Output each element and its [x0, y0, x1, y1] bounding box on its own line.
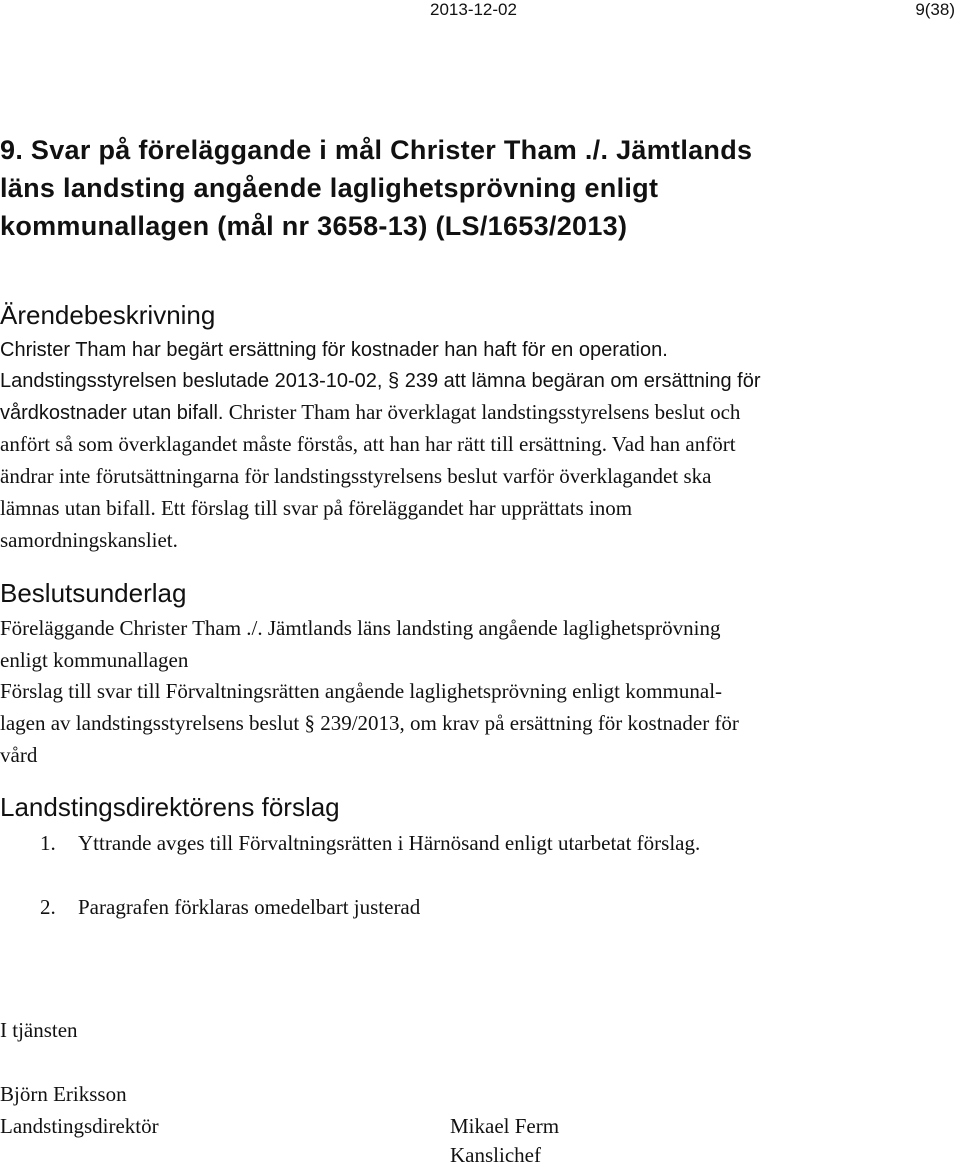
beslutsunderlag-line-4: lagen av landstingsstyrelsens beslut § 239/2013, om krav på ersättning för kostnader för [0, 711, 739, 735]
forslag-item-1-number: 1. [40, 831, 56, 855]
page-title-line-1: 9. Svar på föreläggande i mål Christer Tham ./. Jämtlands [0, 135, 753, 165]
signature-left-title: Landstingsdirektör [0, 1114, 159, 1138]
arende-line-2: Landstingsstyrelsen beslutade 2013-10-02, § 239 att lämna begäran om ersättning för [0, 370, 761, 392]
section-heading-arendebeskrivning: Ärendebeskrivning [0, 300, 216, 330]
arende-line-1: Christer Tham har begärt ersättning för kostnader han haft för en operation. [0, 339, 668, 361]
arende-line-3-part-b: Christer Tham har överklagat landstingsstyrelsens beslut och [223, 400, 741, 424]
forslag-item-2-number: 2. [40, 895, 56, 919]
arende-line-3 [0, 396, 740, 429]
header-date: 2013-12-02 [430, 0, 517, 19]
forslag-item-2-text: Paragrafen förklaras omedelbart justerad [78, 895, 421, 919]
signature-left-name: Björn Eriksson [0, 1082, 127, 1106]
arende-line-4: anfört så som överklagandet måste förstås, att han har rätt till ersättning. Vad han anfört [0, 432, 736, 456]
beslutsunderlag-line-3: Förslag till svar till Förvaltningsrätten angående laglighetsprövning enligt kommunal- [0, 679, 723, 703]
beslutsunderlag-line-1: Föreläggande Christer Tham ./. Jämtlands läns landsting angående laglighetsprövning [0, 616, 721, 640]
arende-line-6: lämnas utan bifall. Ett förslag till svar på föreläggandet har upprättats inom [0, 496, 633, 520]
header-page-number: 9(38) [915, 0, 955, 19]
arende-line-5: ändrar inte förutsättningarna för landstingsstyrelsens beslut varför överklagandet ska [0, 464, 712, 488]
arende-line-7: samordningskansliet. [0, 528, 178, 552]
signature-closing: I tjänsten [0, 1018, 78, 1042]
signature-right-name: Mikael Ferm [450, 1114, 560, 1138]
page-title-line-3: kommunallagen (mål nr 3658-13) (LS/1653/2013) [0, 211, 628, 241]
beslutsunderlag-line-2: enligt kommunallagen [0, 648, 189, 672]
page-title-line-2: läns landsting angående laglighetsprövning enligt [0, 173, 659, 203]
arende-line-3-part-a: vårdkostnader utan bifall. [0, 402, 224, 424]
forslag-item-1-text: Yttrande avges till Förvaltningsrätten i Härnösand enligt utarbetat förslag. [78, 831, 701, 855]
beslutsunderlag-line-5: vård [0, 743, 38, 767]
section-heading-beslutsunderlag: Beslutsunderlag [0, 578, 187, 608]
signature-right-title: Kanslichef [450, 1143, 541, 1167]
section-heading-forslag: Landstingsdirektörens förslag [0, 792, 340, 822]
